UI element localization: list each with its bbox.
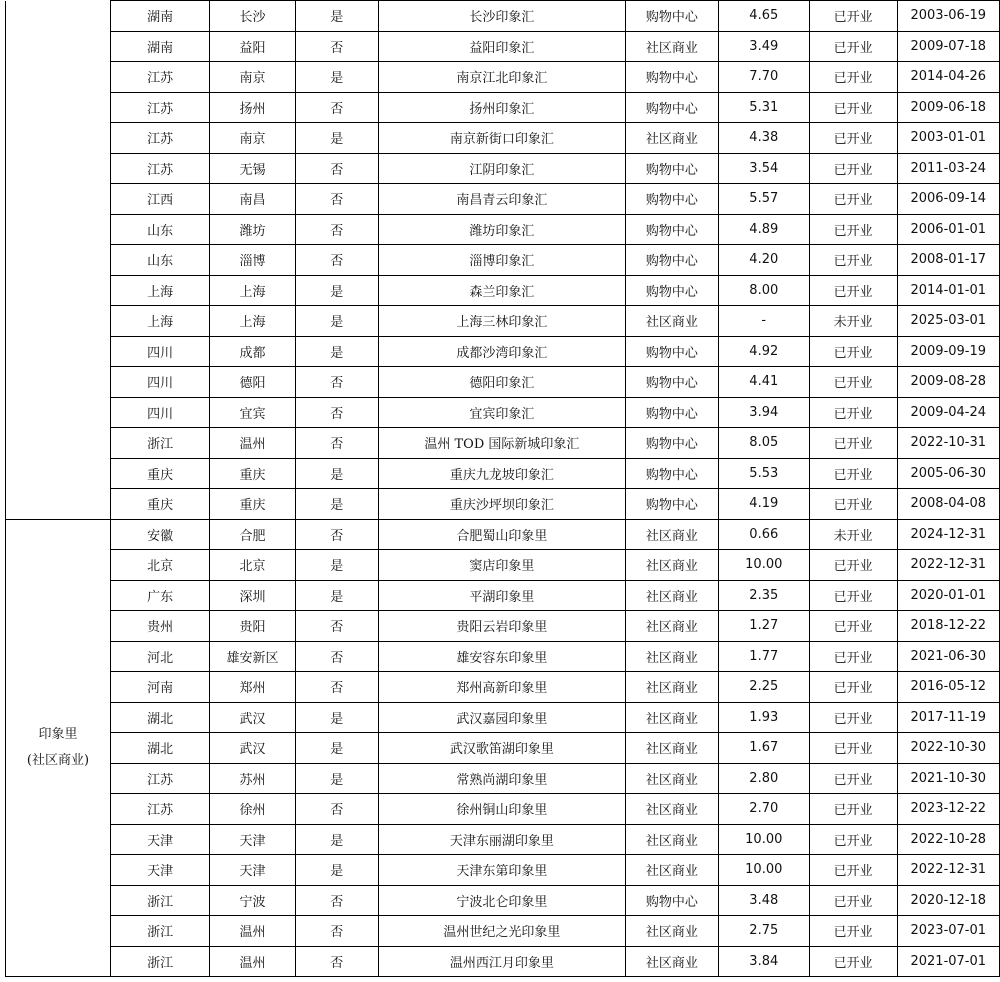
status-cell: 已开业 xyxy=(809,794,897,825)
status-cell: 已开业 xyxy=(809,855,897,886)
table-row xyxy=(6,184,1000,215)
table-row xyxy=(6,611,1000,642)
province-cell: 江苏 xyxy=(111,794,210,825)
status-cell: 已开业 xyxy=(809,184,897,215)
type-cell: 购物中心 xyxy=(625,153,718,184)
status-cell: 已开业 xyxy=(809,611,897,642)
table-row xyxy=(6,397,1000,428)
project-name-cell: 武汉嘉园印象里 xyxy=(378,702,625,733)
owned-cell: 否 xyxy=(295,519,378,550)
open-date-cell: 2023-07-01 xyxy=(897,916,999,947)
province-cell: 江苏 xyxy=(111,62,210,93)
type-cell: 社区商业 xyxy=(625,550,718,581)
open-date-cell: 2003-01-01 xyxy=(897,123,999,154)
table-row xyxy=(6,92,1000,123)
type-cell: 社区商业 xyxy=(625,519,718,550)
type-cell: 购物中心 xyxy=(625,458,718,489)
type-cell: 社区商业 xyxy=(625,672,718,703)
area-cell: 2.70 xyxy=(718,794,809,825)
area-cell: 4.41 xyxy=(718,367,809,398)
status-cell: 已开业 xyxy=(809,458,897,489)
project-table xyxy=(5,0,1000,977)
table-row xyxy=(6,763,1000,794)
owned-cell: 是 xyxy=(295,580,378,611)
project-name-cell: 益阳印象汇 xyxy=(378,31,625,62)
city-cell: 南京 xyxy=(210,123,295,154)
province-cell: 广东 xyxy=(111,580,210,611)
table-row xyxy=(6,153,1000,184)
project-name-cell: 成都沙湾印象汇 xyxy=(378,336,625,367)
area-cell: 0.66 xyxy=(718,519,809,550)
table-row xyxy=(6,641,1000,672)
province-cell: 重庆 xyxy=(111,458,210,489)
group-label-line: 印象里 xyxy=(38,726,78,742)
project-name-cell: 森兰印象汇 xyxy=(378,275,625,306)
city-cell: 上海 xyxy=(210,306,295,337)
province-cell: 河北 xyxy=(111,641,210,672)
open-date-cell: 2017-11-19 xyxy=(897,702,999,733)
status-cell: 已开业 xyxy=(809,641,897,672)
area-cell: 2.35 xyxy=(718,580,809,611)
city-cell: 南京 xyxy=(210,62,295,93)
province-cell: 浙江 xyxy=(111,428,210,459)
open-date-cell: 2020-12-18 xyxy=(897,885,999,916)
owned-cell: 是 xyxy=(295,458,378,489)
project-name-cell: 温州 TOD 国际新城印象汇 xyxy=(378,428,625,459)
province-cell: 四川 xyxy=(111,336,210,367)
project-name-cell: 贵阳云岩印象里 xyxy=(378,611,625,642)
open-date-cell: 2009-07-18 xyxy=(897,31,999,62)
owned-cell: 是 xyxy=(295,306,378,337)
table-row xyxy=(6,519,1000,550)
area-cell: 2.75 xyxy=(718,916,809,947)
open-date-cell: 2009-08-28 xyxy=(897,367,999,398)
project-name-cell: 温州世纪之光印象里 xyxy=(378,916,625,947)
province-cell: 浙江 xyxy=(111,885,210,916)
project-name-cell: 天津东丽湖印象里 xyxy=(378,824,625,855)
province-cell: 江苏 xyxy=(111,92,210,123)
area-cell: 4.65 xyxy=(718,1,809,32)
city-cell: 北京 xyxy=(210,550,295,581)
owned-cell: 否 xyxy=(295,916,378,947)
province-cell: 江苏 xyxy=(111,153,210,184)
project-name-cell: 窦店印象里 xyxy=(378,550,625,581)
table-row xyxy=(6,31,1000,62)
table-row xyxy=(6,916,1000,947)
open-date-cell: 2014-01-01 xyxy=(897,275,999,306)
table-body xyxy=(6,1,1000,977)
type-cell: 社区商业 xyxy=(625,946,718,977)
type-cell: 社区商业 xyxy=(625,641,718,672)
project-name-cell: 宜宾印象汇 xyxy=(378,397,625,428)
open-date-cell: 2008-04-08 xyxy=(897,489,999,520)
owned-cell: 是 xyxy=(295,62,378,93)
city-cell: 成都 xyxy=(210,336,295,367)
city-cell: 长沙 xyxy=(210,1,295,32)
area-cell: 4.38 xyxy=(718,123,809,154)
owned-cell: 否 xyxy=(295,92,378,123)
open-date-cell: 2005-06-30 xyxy=(897,458,999,489)
owned-cell: 否 xyxy=(295,672,378,703)
area-cell: 5.53 xyxy=(718,458,809,489)
province-cell: 江苏 xyxy=(111,123,210,154)
city-cell: 武汉 xyxy=(210,733,295,764)
city-cell: 淄博 xyxy=(210,245,295,276)
area-cell: 10.00 xyxy=(718,550,809,581)
group-cell xyxy=(6,519,111,977)
open-date-cell: 2006-09-14 xyxy=(897,184,999,215)
province-cell: 湖南 xyxy=(111,31,210,62)
owned-cell: 否 xyxy=(295,611,378,642)
table-row xyxy=(6,1,1000,32)
project-name-cell: 合肥蜀山印象里 xyxy=(378,519,625,550)
city-cell: 重庆 xyxy=(210,458,295,489)
type-cell: 购物中心 xyxy=(625,397,718,428)
province-cell: 四川 xyxy=(111,367,210,398)
open-date-cell: 2023-12-22 xyxy=(897,794,999,825)
owned-cell: 否 xyxy=(295,794,378,825)
open-date-cell: 2011-03-24 xyxy=(897,153,999,184)
project-name-cell: 德阳印象汇 xyxy=(378,367,625,398)
owned-cell: 是 xyxy=(295,855,378,886)
project-name-cell: 宁波北仑印象里 xyxy=(378,885,625,916)
open-date-cell: 2021-07-01 xyxy=(897,946,999,977)
project-name-cell: 重庆沙坪坝印象汇 xyxy=(378,489,625,520)
owned-cell: 否 xyxy=(295,885,378,916)
province-cell: 河南 xyxy=(111,672,210,703)
province-cell: 湖北 xyxy=(111,733,210,764)
project-name-cell: 淄博印象汇 xyxy=(378,245,625,276)
area-cell: 1.93 xyxy=(718,702,809,733)
project-name-cell: 平湖印象里 xyxy=(378,580,625,611)
open-date-cell: 2025-03-01 xyxy=(897,306,999,337)
province-cell: 上海 xyxy=(111,275,210,306)
project-name-cell: 南京新街口印象汇 xyxy=(378,123,625,154)
owned-cell: 否 xyxy=(295,184,378,215)
type-cell: 社区商业 xyxy=(625,824,718,855)
project-name-cell: 上海三林印象汇 xyxy=(378,306,625,337)
owned-cell: 是 xyxy=(295,763,378,794)
type-cell: 购物中心 xyxy=(625,885,718,916)
owned-cell: 是 xyxy=(295,275,378,306)
open-date-cell: 2022-12-31 xyxy=(897,550,999,581)
status-cell: 已开业 xyxy=(809,702,897,733)
status-cell: 已开业 xyxy=(809,672,897,703)
table-row xyxy=(6,702,1000,733)
area-cell: 3.84 xyxy=(718,946,809,977)
open-date-cell: 2021-10-30 xyxy=(897,763,999,794)
table-row xyxy=(6,306,1000,337)
open-date-cell: 2009-06-18 xyxy=(897,92,999,123)
table-row xyxy=(6,794,1000,825)
project-name-cell: 扬州印象汇 xyxy=(378,92,625,123)
project-name-cell: 南京江北印象汇 xyxy=(378,62,625,93)
owned-cell: 是 xyxy=(295,550,378,581)
city-cell: 德阳 xyxy=(210,367,295,398)
type-cell: 购物中心 xyxy=(625,275,718,306)
group-label-line: (社区商业) xyxy=(26,752,90,768)
owned-cell: 是 xyxy=(295,1,378,32)
status-cell: 已开业 xyxy=(809,123,897,154)
table-row xyxy=(6,458,1000,489)
city-cell: 潍坊 xyxy=(210,214,295,245)
city-cell: 宁波 xyxy=(210,885,295,916)
province-cell: 天津 xyxy=(111,855,210,886)
table-row xyxy=(6,367,1000,398)
owned-cell: 否 xyxy=(295,367,378,398)
province-cell: 天津 xyxy=(111,824,210,855)
type-cell: 购物中心 xyxy=(625,62,718,93)
status-cell: 已开业 xyxy=(809,733,897,764)
city-cell: 重庆 xyxy=(210,489,295,520)
city-cell: 温州 xyxy=(210,916,295,947)
status-cell: 已开业 xyxy=(809,275,897,306)
province-cell: 浙江 xyxy=(111,916,210,947)
open-date-cell: 2009-09-19 xyxy=(897,336,999,367)
city-cell: 贵阳 xyxy=(210,611,295,642)
open-date-cell: 2021-06-30 xyxy=(897,641,999,672)
project-name-cell: 徐州铜山印象里 xyxy=(378,794,625,825)
table-row xyxy=(6,580,1000,611)
table-row xyxy=(6,62,1000,93)
area-cell: 3.54 xyxy=(718,153,809,184)
province-cell: 重庆 xyxy=(111,489,210,520)
province-cell: 浙江 xyxy=(111,946,210,977)
status-cell: 已开业 xyxy=(809,428,897,459)
city-cell: 宜宾 xyxy=(210,397,295,428)
open-date-cell: 2003-06-19 xyxy=(897,1,999,32)
table-row xyxy=(6,428,1000,459)
city-cell: 温州 xyxy=(210,946,295,977)
city-cell: 徐州 xyxy=(210,794,295,825)
type-cell: 社区商业 xyxy=(625,763,718,794)
status-cell: 已开业 xyxy=(809,367,897,398)
table-row xyxy=(6,550,1000,581)
type-cell: 社区商业 xyxy=(625,702,718,733)
owned-cell: 否 xyxy=(295,214,378,245)
area-cell: 10.00 xyxy=(718,855,809,886)
open-date-cell: 2008-01-17 xyxy=(897,245,999,276)
project-name-cell: 潍坊印象汇 xyxy=(378,214,625,245)
province-cell: 四川 xyxy=(111,397,210,428)
type-cell: 购物中心 xyxy=(625,245,718,276)
project-name-cell: 江阴印象汇 xyxy=(378,153,625,184)
area-cell: 2.80 xyxy=(718,763,809,794)
status-cell: 已开业 xyxy=(809,153,897,184)
open-date-cell: 2022-12-31 xyxy=(897,855,999,886)
table-row xyxy=(6,245,1000,276)
status-cell: 已开业 xyxy=(809,489,897,520)
owned-cell: 是 xyxy=(295,824,378,855)
table-row xyxy=(6,489,1000,520)
project-name-cell: 雄安容东印象里 xyxy=(378,641,625,672)
area-cell: 7.70 xyxy=(718,62,809,93)
area-cell: 8.00 xyxy=(718,275,809,306)
area-cell: 3.49 xyxy=(718,31,809,62)
province-cell: 江西 xyxy=(111,184,210,215)
area-cell: 8.05 xyxy=(718,428,809,459)
open-date-cell: 2014-04-26 xyxy=(897,62,999,93)
table-row xyxy=(6,885,1000,916)
owned-cell: 是 xyxy=(295,336,378,367)
city-cell: 益阳 xyxy=(210,31,295,62)
city-cell: 上海 xyxy=(210,275,295,306)
city-cell: 扬州 xyxy=(210,92,295,123)
open-date-cell: 2009-04-24 xyxy=(897,397,999,428)
province-cell: 湖南 xyxy=(111,1,210,32)
type-cell: 社区商业 xyxy=(625,794,718,825)
status-cell: 已开业 xyxy=(809,885,897,916)
city-cell: 郑州 xyxy=(210,672,295,703)
owned-cell: 否 xyxy=(295,153,378,184)
city-cell: 天津 xyxy=(210,824,295,855)
status-cell: 已开业 xyxy=(809,62,897,93)
type-cell: 社区商业 xyxy=(625,580,718,611)
type-cell: 社区商业 xyxy=(625,916,718,947)
project-name-cell: 重庆九龙坡印象汇 xyxy=(378,458,625,489)
area-cell: 10.00 xyxy=(718,824,809,855)
open-date-cell: 2006-01-01 xyxy=(897,214,999,245)
project-name-cell: 郑州高新印象里 xyxy=(378,672,625,703)
owned-cell: 是 xyxy=(295,489,378,520)
city-cell: 无锡 xyxy=(210,153,295,184)
type-cell: 购物中心 xyxy=(625,428,718,459)
area-cell: 3.48 xyxy=(718,885,809,916)
open-date-cell: 2022-10-28 xyxy=(897,824,999,855)
area-cell: 5.57 xyxy=(718,184,809,215)
owned-cell: 否 xyxy=(295,428,378,459)
status-cell: 已开业 xyxy=(809,397,897,428)
status-cell: 已开业 xyxy=(809,92,897,123)
owned-cell: 否 xyxy=(295,31,378,62)
table-row xyxy=(6,946,1000,977)
city-cell: 温州 xyxy=(210,428,295,459)
project-name-cell: 天津东第印象里 xyxy=(378,855,625,886)
project-name-cell: 温州西江月印象里 xyxy=(378,946,625,977)
status-cell: 已开业 xyxy=(809,580,897,611)
group-cell xyxy=(6,1,111,520)
open-date-cell: 2016-05-12 xyxy=(897,672,999,703)
city-cell: 雄安新区 xyxy=(210,641,295,672)
type-cell: 社区商业 xyxy=(625,855,718,886)
type-cell: 社区商业 xyxy=(625,31,718,62)
type-cell: 购物中心 xyxy=(625,489,718,520)
table-row xyxy=(6,336,1000,367)
area-cell: 1.67 xyxy=(718,733,809,764)
status-cell: 已开业 xyxy=(809,824,897,855)
open-date-cell: 2022-10-31 xyxy=(897,428,999,459)
table-row xyxy=(6,672,1000,703)
owned-cell: 否 xyxy=(295,641,378,672)
area-cell: 4.20 xyxy=(718,245,809,276)
type-cell: 购物中心 xyxy=(625,92,718,123)
table-row xyxy=(6,214,1000,245)
owned-cell: 否 xyxy=(295,397,378,428)
area-cell: 4.89 xyxy=(718,214,809,245)
type-cell: 社区商业 xyxy=(625,733,718,764)
type-cell: 购物中心 xyxy=(625,336,718,367)
province-cell: 上海 xyxy=(111,306,210,337)
type-cell: 社区商业 xyxy=(625,611,718,642)
type-cell: 购物中心 xyxy=(625,1,718,32)
status-cell: 已开业 xyxy=(809,31,897,62)
table-row xyxy=(6,275,1000,306)
open-date-cell: 2022-10-30 xyxy=(897,733,999,764)
owned-cell: 否 xyxy=(295,946,378,977)
project-name-cell: 南昌青云印象汇 xyxy=(378,184,625,215)
area-cell: 4.19 xyxy=(718,489,809,520)
status-cell: 未开业 xyxy=(809,306,897,337)
project-name-cell: 武汉歌笛湖印象里 xyxy=(378,733,625,764)
owned-cell: 是 xyxy=(295,733,378,764)
owned-cell: 否 xyxy=(295,245,378,276)
type-cell: 社区商业 xyxy=(625,306,718,337)
status-cell: 已开业 xyxy=(809,763,897,794)
province-cell: 湖北 xyxy=(111,702,210,733)
type-cell: 购物中心 xyxy=(625,367,718,398)
province-cell: 江苏 xyxy=(111,763,210,794)
type-cell: 社区商业 xyxy=(625,123,718,154)
open-date-cell: 2024-12-31 xyxy=(897,519,999,550)
status-cell: 未开业 xyxy=(809,519,897,550)
area-cell: 3.94 xyxy=(718,397,809,428)
city-cell: 武汉 xyxy=(210,702,295,733)
status-cell: 已开业 xyxy=(809,1,897,32)
table-row xyxy=(6,855,1000,886)
province-cell: 北京 xyxy=(111,550,210,581)
province-cell: 山东 xyxy=(111,245,210,276)
province-cell: 安徽 xyxy=(111,519,210,550)
status-cell: 已开业 xyxy=(809,336,897,367)
area-cell: 1.27 xyxy=(718,611,809,642)
open-date-cell: 2018-12-22 xyxy=(897,611,999,642)
province-cell: 贵州 xyxy=(111,611,210,642)
owned-cell: 是 xyxy=(295,702,378,733)
status-cell: 已开业 xyxy=(809,245,897,276)
project-name-cell: 长沙印象汇 xyxy=(378,1,625,32)
city-cell: 南昌 xyxy=(210,184,295,215)
status-cell: 已开业 xyxy=(809,916,897,947)
project-name-cell: 常熟尚湖印象里 xyxy=(378,763,625,794)
area-cell: 5.31 xyxy=(718,92,809,123)
table-row xyxy=(6,123,1000,154)
status-cell: 已开业 xyxy=(809,214,897,245)
city-cell: 天津 xyxy=(210,855,295,886)
table-row xyxy=(6,824,1000,855)
city-cell: 合肥 xyxy=(210,519,295,550)
province-cell: 山东 xyxy=(111,214,210,245)
table-row xyxy=(6,733,1000,764)
status-cell: 已开业 xyxy=(809,550,897,581)
area-cell: 2.25 xyxy=(718,672,809,703)
city-cell: 深圳 xyxy=(210,580,295,611)
area-cell: 4.92 xyxy=(718,336,809,367)
area-cell: - xyxy=(718,306,809,337)
type-cell: 购物中心 xyxy=(625,184,718,215)
status-cell: 已开业 xyxy=(809,946,897,977)
area-cell: 1.77 xyxy=(718,641,809,672)
owned-cell: 是 xyxy=(295,123,378,154)
open-date-cell: 2020-01-01 xyxy=(897,580,999,611)
city-cell: 苏州 xyxy=(210,763,295,794)
type-cell: 购物中心 xyxy=(625,214,718,245)
